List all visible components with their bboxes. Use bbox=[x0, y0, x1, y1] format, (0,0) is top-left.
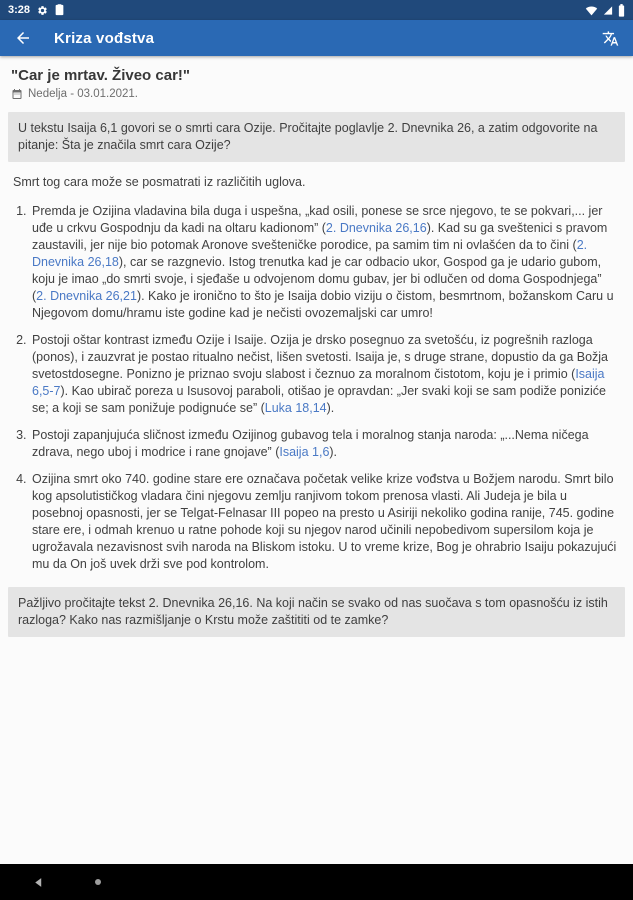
status-bar-left bbox=[8, 4, 64, 16]
lead-paragraph: Smrt tog cara može se posmatrati iz različitih uglova. bbox=[13, 175, 306, 189]
gear-icon bbox=[37, 5, 48, 16]
calendar-icon bbox=[11, 88, 23, 100]
clipboard-icon bbox=[55, 4, 64, 16]
translate-icon[interactable] bbox=[602, 30, 619, 47]
verse-link[interactable]: 2. Dnevnika 26,21 bbox=[36, 289, 137, 303]
content-scroll-area[interactable] bbox=[0, 56, 633, 864]
status-bar-right bbox=[585, 4, 625, 17]
battery-icon bbox=[618, 4, 625, 17]
verse-link[interactable]: Luka 18,14 bbox=[264, 401, 327, 415]
points-list bbox=[0, 203, 621, 573]
list-item: 4. Ozijina smrt oko 740. godine stare ere označava početak velike krize vođstva u Božjem narodu. Smrt bilo kog apsolutističkog vladara čini njegovu zemlju ranjivom tokom prenosa vlasti. Ali Judeja je bila u posebnoj opasnosti, jer se Telgat-Felnasar III popeo na presto u Asiriji nekoliko godina ranije, 745. godine stare ere, i odmah krenuo u ratne pohode koji su njegov narod učinili nepobedivom supersilom koja je ugrožavala nezavisnost svih naroda na Bliskom istoku. U to vreme krize, Bog je ohrabrio Isaiju pokazujući mu da On još uvek drži sve pod kontrolom. bbox=[30, 471, 617, 573]
question-box-bottom: Pažljivo pročitajte tekst 2. Dnevnika 26,16. Na koji način se svako od nas suočava s tom opasnošću iz istih razloga? Kako nas razmišljanje o Krstu može zaštititi od te zamke? bbox=[8, 587, 625, 637]
signal-icon bbox=[602, 5, 614, 16]
verse-link[interactable]: 2. Dnevnika 26,18 bbox=[32, 238, 588, 269]
app-bar bbox=[0, 20, 633, 56]
nav-back-icon[interactable] bbox=[30, 874, 46, 890]
article-title: "Car je mrtav. Živeo car!" bbox=[11, 67, 191, 84]
back-arrow-icon[interactable] bbox=[14, 29, 32, 47]
question-box-top: U tekstu Isaija 6,1 govori se o smrti cara Ozije. Pročitajte poglavlje 2. Dnevnika 26, a zatim odgovorite na pitanje: Šta je značila smrt cara Ozije? bbox=[8, 112, 625, 162]
clock-time: 3:28 bbox=[8, 4, 31, 16]
verse-link[interactable]: 2. Dnevnika 26,16 bbox=[325, 221, 427, 235]
status-bar bbox=[0, 0, 633, 20]
verse-link[interactable]: Isaija 6,5-7 bbox=[32, 367, 605, 398]
list-item: 1. Premda je Ozijina vladavina bila duga i uspešna, „kad osili, ponese se srce njegovo, te se pokvari,... jer uđe u crkvu Gospodnju da kadi na oltaru kadionom” (2. Dnevnika 26,16). Kad su ga sveštenici s pravom zaustavili, jer nije bio potomak Aronove svešteničke porodice, pa samim tim ni ovlašćen da to čini (2. Dnevnika 26,18), car se razgnevio. Istog trenutka kad je car odbacio ukor, Gospod ga je udario gubom, koju je imao „do smrti svoje, i sjeđaše u odvojenom domu gubav, jer bi odlučen od doma Gospodnjega” (2. Dnevnika 26,21). Kako je ironično to što je Isaija dobio viziju o čistom, besmrtnom, božanskom Caru u Njegovom domu/hramu iste godine kad je nečisti ovozemaljski car umro! bbox=[30, 203, 617, 322]
verse-link[interactable]: Isaija 1,6 bbox=[279, 445, 330, 459]
nav-home-icon[interactable] bbox=[90, 874, 106, 890]
article-date-row bbox=[11, 88, 621, 100]
article-date: Nedelja - 03.01.2021. bbox=[28, 88, 138, 100]
page-title: Kriza vođstva bbox=[54, 29, 155, 47]
wifi-icon bbox=[585, 5, 598, 16]
nav-bar bbox=[0, 864, 633, 900]
list-item: 3. Postoji zapanjujuća sličnost između Ozijinog gubavog tela i moralnog stanja naroda: „...Nema ničega zdrava, nego uboj i modrice i rane gnojave” (Isaija 1,6). bbox=[30, 427, 617, 461]
article bbox=[0, 56, 633, 637]
list-item: 2. Postoji oštar kontrast između Ozije i Isaije. Ozija je drsko posegnuo za svetošću, iz pogrešnih razloga (ponos), i zauzvrat je postao ritualno nečist, lišen svetosti. Isaija je, s druge strane, dopustio da ga Božja svetostdosegne. Ponizno je priznao svoju slabost i čeznuo za moralnom čistotom, koju je i primio (Isaija 6,5-7). Kao ubirač poreza u Isusovoj paraboli, otišao je opravdan: „Jer svaki koji se sam podiže poniziće se; a koji se sam ponižuje podignuće se” (Luka 18,14). bbox=[30, 332, 617, 417]
